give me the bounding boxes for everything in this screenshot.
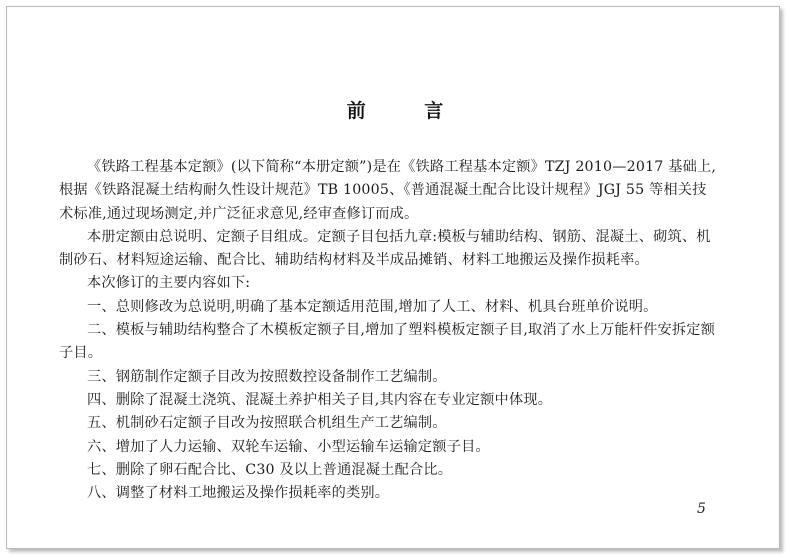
- paragraph-intro: 《铁路工程基本定额》(以下简称“本册定额”)是在《铁路工程基本定额》TZJ 2010—2017 基础上,根据《铁路混凝土结构耐久性设计规范》TB 10005、《普通混凝土配合比设计规程》JGJ 55 等相关技术标准,通过现场测定,并广泛征求意见,经审查修订而成。: [59, 159, 717, 222]
- revision-item-4: 四、删除了混凝土浇筑、混凝土养护相关子目,其内容在专业定额中体现。: [87, 391, 553, 408]
- revision-item-3: 三、钢筋制作定额子目改为按照数控设备制作工艺编制。: [87, 368, 447, 385]
- page-number: 5: [697, 501, 706, 517]
- revision-item-5: 五、机制砂石定额子目改为按照联合机组生产工艺编制。: [87, 415, 447, 432]
- revision-item-2: 二、模板与辅助结构整合了木模板定额子目,增加了塑料模板定额子目,取消了水上万能杆件安拆定额子目。: [59, 322, 716, 362]
- page-title: 前 言: [346, 100, 470, 122]
- revision-item-8: 八、调整了材料工地搬运及操作损耗率的类别。: [87, 485, 390, 502]
- paragraph-composition: 本册定额由总说明、定额子目组成。定额子目包括九章:模板与辅助结构、钢筋、混凝土、砌筑、机制砂石、材料短途运输、配合比、辅助结构材料及半成品摊销、材料工地搬运及操作损耗率。: [59, 228, 711, 269]
- revision-item-6: 六、增加了人力运输、双轮车运输、小型运输车运输定额子目。: [87, 438, 490, 455]
- body-text: [59, 156, 719, 505]
- paragraph-revision-lead: 本次修订的主要内容如下:: [87, 275, 251, 292]
- revision-item-7: 七、删除了卵石配合比、C30 及以上普通混凝土配合比。: [87, 461, 453, 478]
- revision-item-1: 一、总则修改为总说明,明确了基本定额适用范围,增加了人工、材料、机具台班单价说明。: [87, 298, 658, 315]
